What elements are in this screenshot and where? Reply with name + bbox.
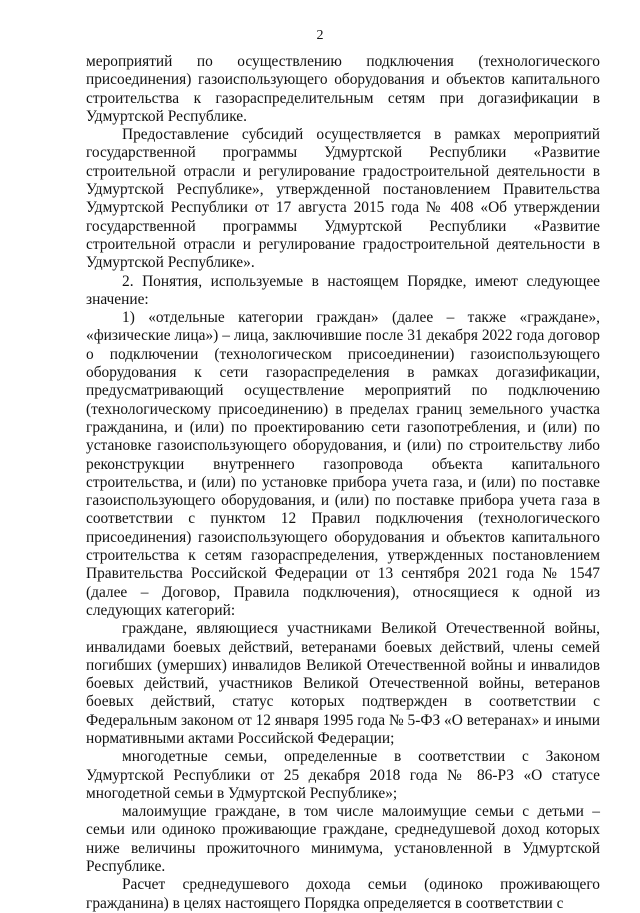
paragraph-definitions-intro: 2. Понятия, используемые в настоящем Порядке, имеют следующее значение: bbox=[86, 272, 600, 308]
paragraph-category-low-income: малоимущие граждане, в том числе малоимущие семьи с детьми – семьи или одиноко проживающие граждане, среднедушевой доход которых ниже величины прожиточного минимума, установленной в Удмуртской Республике. bbox=[86, 803, 600, 876]
paragraph-income-calculation: Расчет среднедушевого дохода семьи (одиноко проживающего гражданина) в целях настоящего Порядка определяется в соответствии с bbox=[86, 876, 600, 912]
page-number: 2 bbox=[316, 28, 324, 43]
paragraph-definition-1: 1) «отдельные категории граждан» (далее – также «граждане», «физические лица») – лица, заключившие после 31 декабря 2022 года договор о подключении (технологическом присоединении) газоиспользующего оборудования к сети газораспределения в рамках догазификации, предусматривающий осуществление мероприятий по подключению (технологическому присоединению) в пределах границ земельного участка гражданина, и (или) по проектированию сети газопотребления, и (или) по установке газоиспользующего оборудования, и (или) по строительству либо реконструкции внутреннего газопровода объекта капитального строительства, и (или) по установке прибора учета газа, и (или) по поставке газоиспользующего оборудования, и (или) по поставке прибора учета газа в соответствии с пунктом 12 Правил подключения (технологического присоединения) газоиспользующего оборудования и объектов капитального строительства к сетям газораспределения, утвержденных постановлением Правительства Российской Федерации от 13 сентября 2021 года № 1547 (далее – Договор, Правила подключения), относящиеся к одной из следующих категорий: bbox=[86, 309, 600, 619]
paragraph-category-veterans: граждане, являющиеся участниками Великой Отечественной войны, инвалидами боевых действий, ветеранами боевых действий, члены семей погибших (умерших) инвалидов Великой Отечественной войны и инвалидов боевых действий, участников Великой Отечественной войны, ветеранов боевых действий, статус которых подтвержден в соответствии с Федеральным законом от 12 января 1995 года № 5-ФЗ «О ветеранах» и иными нормативными актами Российской Федерации; bbox=[86, 620, 600, 747]
paragraph-continuation: мероприятий по осуществлению подключения (технологического присоединения) газоиспользующего оборудования и объектов капитального строительства к газораспределительным сетям при догазификации в Удмуртской Республике. bbox=[86, 53, 600, 125]
paragraph-category-large-families: многодетные семьи, определенные в соответствии с Законом Удмуртской Республики от 25 декабря 2018 года № 86-РЗ «О статусе многодетной семьи в Удмуртской Республике»; bbox=[86, 748, 600, 802]
paragraph-subsidy-program: Предоставление субсидий осуществляется в рамках мероприятий государственной программы Удмуртской Республики «Развитие строительной отрасли и регулирование градостроительной деятельности в Удмуртской Республике», утвержденной постановлением Правительства Удмуртской Республики от 17 августа 2015 года № 408 «Об утверждении государственной программы Удмуртской Республики «Развитие строительной отрасли и регулирование градостроительной деятельности в Удмуртской Республике». bbox=[86, 126, 600, 272]
document-body bbox=[86, 53, 600, 913]
